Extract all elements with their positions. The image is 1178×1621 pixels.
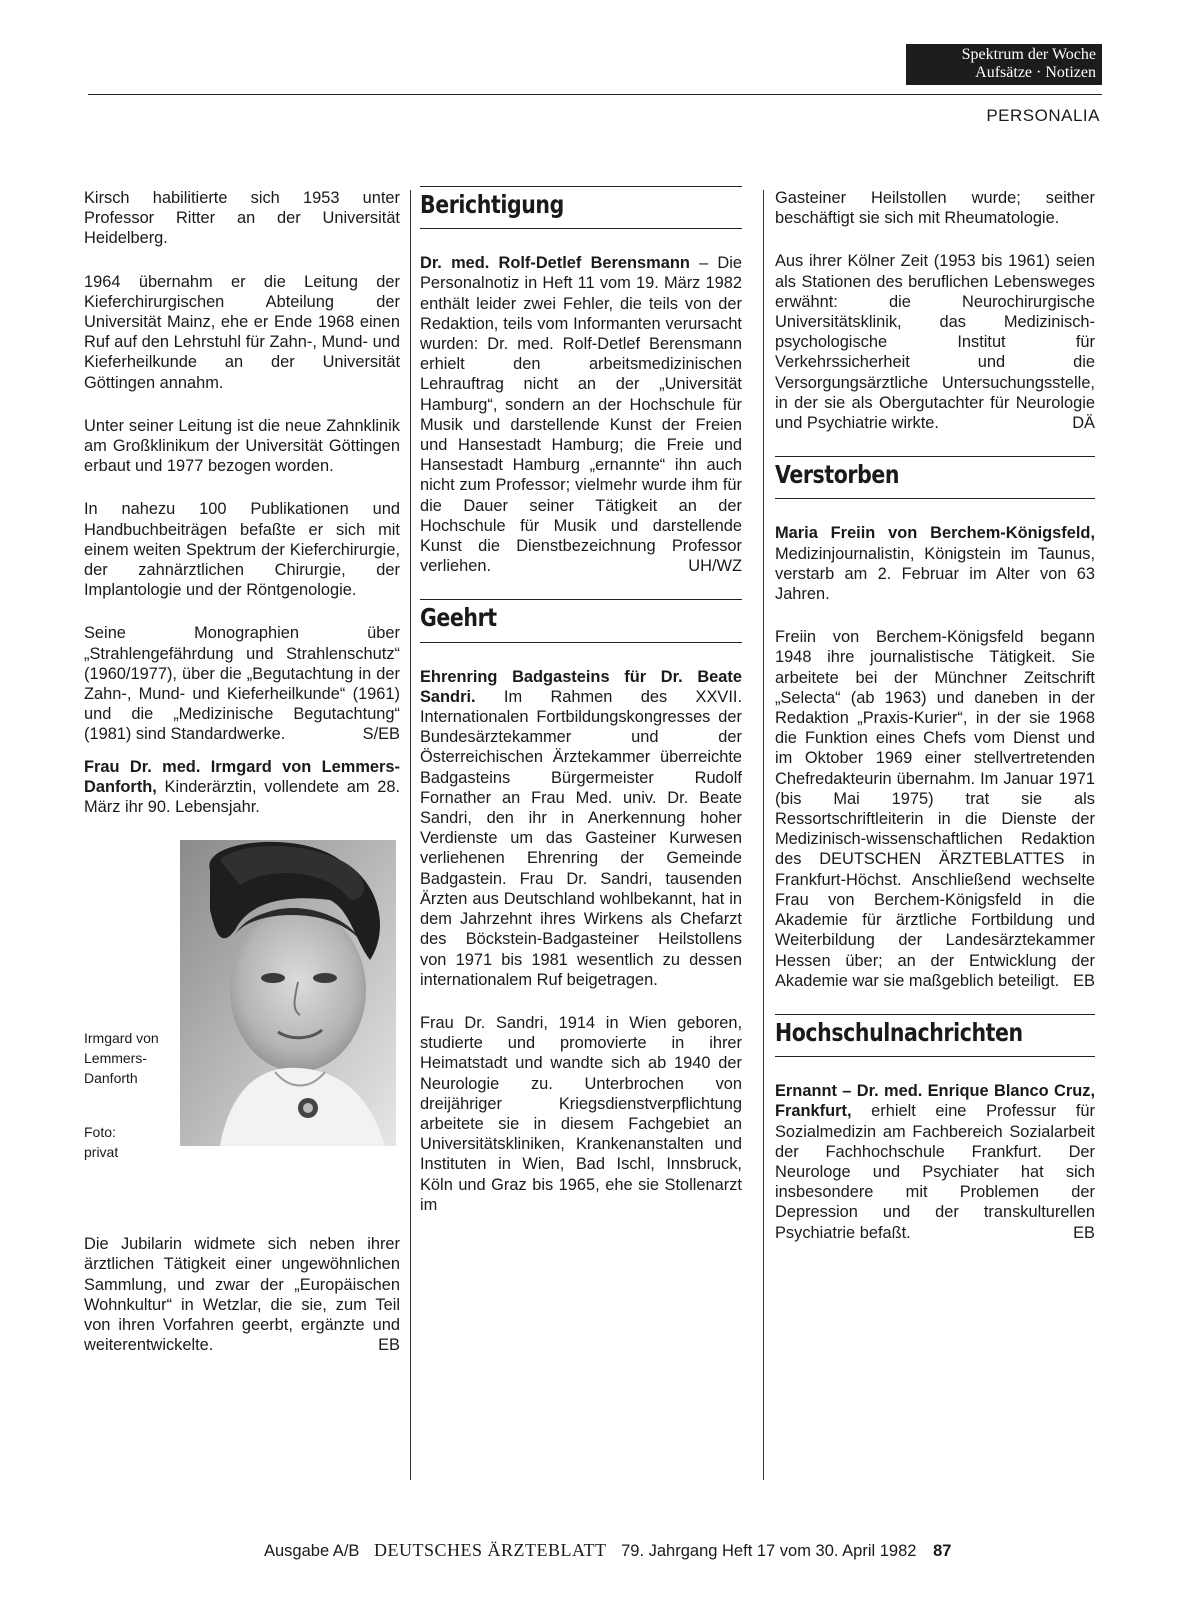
heading-geehrt: [420, 599, 742, 642]
paragraph: Frau Dr. Sandri, 1914 in Wien geboren, studierte und promovierte in ihrer Heimatstadt und wandte sich ab 1940 der Neurologie zu. Unterbrochen von dreijähriger Kriegsdienstverpflichtung arbeitete sie in diesem Fachgebiet an Universitätskliniken, Krankenanstalten und Instituten in Wien, Bad Ischl, Innsbruck, Köln und Graz bis 1965, ehe sie Stollenarzt im: [420, 1013, 742, 1214]
column-divider: [763, 190, 764, 1480]
paragraph-text: Die Jubilarin widmete sich neben ihrer ärztlichen Tätigkeit einer ungewöhnlichen Sammlung, und zwar der „Europäischen Wohnkultur“ in Wetzlar, die sie, zum Teil von ihren Vorfahren geerbt, ergänzte und weiterentwickelte.: [84, 1235, 400, 1355]
header-rule: [88, 94, 1102, 95]
notice-name: Maria Freiin von Berchem-Königsfeld,: [775, 524, 1095, 543]
author-signature: S/EB: [362, 725, 400, 744]
page-footer: [264, 1540, 951, 1561]
notice-berchem-koenigsfeld: [775, 523, 1095, 604]
photo-credit: Foto: privat: [84, 1124, 119, 1161]
author-signature: EB: [378, 1336, 400, 1355]
journal-section-line2: Aufsätze · Notizen: [975, 64, 1096, 81]
paragraph: Unter seiner Leitung ist die neue Zahnklinik am Großklinikum der Universität Göttingen erbaut und 1977 bezogen worden.: [84, 416, 400, 476]
journal-section-line1: Spektrum der Woche: [961, 46, 1096, 63]
notice-name: Dr. med. Rolf-Detlef Berensmann: [420, 254, 690, 273]
heading-text: Berichtigung: [420, 190, 564, 219]
heading-hochschulnachrichten: [775, 1014, 1095, 1057]
portrait-figure: [84, 840, 400, 1218]
paragraph: 1964 übernahm er die Leitung der Kieferchirurgischen Abteilung der Universität Mainz, ehe er Ende 1968 einen Ruf auf den Lehrstuhl für Zahn-, Mund- und Kieferheilkunde an der Universität Göttingen annahm.: [84, 272, 400, 392]
heading-text: Hochschulnachrichten: [775, 1017, 1023, 1047]
notice-name: Ernannt – Dr. med. Enrique Blanco Cruz, Frankfurt,: [775, 1082, 1095, 1121]
column-divider: [410, 190, 411, 1480]
paragraph: [775, 251, 1095, 433]
photo-caption: Irmgard von Lemmers-Danforth: [84, 1030, 159, 1087]
footer-edition: Ausgabe A/B: [264, 1542, 360, 1560]
portrait-photo: [180, 840, 396, 1146]
paragraph-text: Seine Monographien über „Strahlengefährdung und Strahlenschutz“ (1960/1977), über die „Begutachtung in der Zahn-, Mund- und Kieferheilkunde“ (1961) und die „Medizinische Begutachtung“ (1981) sind Standardwerke.: [84, 624, 400, 744]
heading-berichtigung: [420, 186, 742, 229]
page-number: 87: [933, 1542, 952, 1560]
notice-name: Frau Dr. med. Irmgard von Lemmers-Danforth,: [84, 757, 400, 796]
author-signature: DÄ: [1072, 414, 1095, 433]
paragraph: In nahezu 100 Publikationen und Handbuchbeiträgen befaßte er sich mit einem weiten Spektrum der Kieferchirurgie, der zahnärztlichen Chirurgie, der Implantologie und der Röntgenologie.: [84, 500, 400, 600]
column-3: [775, 188, 1095, 1266]
notice-text: Medizinjournalistin, Königstein im Taunus, verstarb am 2. Februar im Alter von 63 Jahren.: [775, 544, 1095, 604]
notice-lemmers-danforth: [84, 757, 400, 818]
paragraph: Kirsch habilitierte sich 1953 unter Professor Ritter an der Universität Heidelberg.: [84, 189, 400, 248]
paragraph: Gasteiner Heilstollen wurde; seither beschäftigt sie sich mit Rheumatologie.: [775, 189, 1095, 228]
column-1: [84, 188, 400, 1379]
paragraph: [775, 627, 1095, 991]
footer-issue: 79. Jahrgang Heft 17 vom 30. April 1982: [621, 1542, 917, 1560]
notice-name: Ehrenring Badgasteins für Dr. Beate Sandri.: [420, 667, 742, 706]
heading-text: Geehrt: [420, 603, 497, 633]
paragraph-text: Freiin von Berchem-Königsfeld begann 1948 ihre journalistische Tätigkeit. Sie arbeitete bei der Münchner Zeitschrift „Selecta“ (ab 1963) und daneben in der Redaktion „Praxis-Kurier“, in der sie 1968 die Funktion eines Chefs vom Dienst und im Oktober 1969 einer stellvertretenden Chefredakteurin übernahm. Im Januar 1971 (bis Mai 1975) trat sie als Ressortschriftleiterin in die Dienste der Medizinisch-wissenschaftlichen Redaktion des DEUTSCHEN ÄRZTEBLATTES in Frankfurt-Höchst. Anschließend wechselte Frau von Berchem-Königsfeld in die Akademie für ärztliche Fortbildung und Weiterbildung der Landesärztekammer Hessen über; an der Entwicklung der Akademie war sie maßgeblich beteiligt.: [775, 628, 1095, 990]
paragraph-text: Aus ihrer Kölner Zeit (1953 bis 1961) seien als Stationen des beruflichen Lebensweges erwähnt: die Neurochirurgische Universitätsklinik, das Medizinisch-psychologische Institut für Verkehrssicherheit und die Versorgungsärztliche Untersuchungsstelle, in der sie als Obergutachter für Neurologie und Psychiatrie wirkte.: [775, 252, 1095, 433]
notice-text: Im Rahmen des XXVII. Internationalen Fortbildungskongresses der Bundesärztekammer und der Österreichischen Ärztekammer überreichte Badgasteins Bürgermeister Rudolf Fornather an Frau Med. univ. Dr. Beate Sandri, den ihr in Anerkennung hoher Verdienste um das Gasteiner Kurwesen verliehenen Ehrenring der Gemeinde Badgastein. Frau Dr. Sandri, tausenden Ärzten aus Deutschland wohlbekannt, hat in dem Jahrzehnt ihres Wirkens als Chefarzt des Böckstein-Badgasteiner Heilstollens von 1971 bis 1981 wesentlich zu dessen internationalem Ruf beigetragen.: [420, 687, 742, 989]
author-signature: EB: [1073, 1223, 1095, 1242]
notice-sandri: [420, 667, 742, 990]
journal-section-box: [906, 44, 1102, 85]
notice-berensmann: [420, 253, 742, 576]
author-signature: UH/WZ: [688, 557, 742, 576]
paragraph: [84, 623, 400, 744]
heading-text: Verstorben: [775, 460, 900, 490]
notice-blanco-cruz: [775, 1081, 1095, 1243]
notice-text: erhielt eine Professur für Sozialmedizin am Fachbereich Sozialarbeit der Fachhochschule Frankfurt. Der Neurologe und Psychiater hat sich insbesondere mit Problemen der Depression und der transkulturellen Psychiatrie befaßt.: [775, 1102, 1095, 1242]
footer-masthead: DEUTSCHES ÄRZTEBLATT: [374, 1540, 607, 1560]
author-signature: EB: [1073, 971, 1095, 990]
paragraph: [84, 1234, 400, 1355]
notice-text: Kinderärztin, vollendete am 28. März ihr 90. Lebensjahr.: [84, 777, 400, 817]
section-label: PERSONALIA: [986, 106, 1100, 125]
column-2: [420, 188, 742, 1238]
notice-text: – Die Personalnotiz in Heft 11 vom 19. März 1982 enthält leider zwei Fehler, die teils von der Redaktion, teils vom Informanten verursacht wurden: Dr. med. Rolf-Detlef Berensmann erhielt den arbeitsmedizinischen Lehrauftrag nicht an der „Universität Hamburg“, sondern an der Hochschule für Musik und darstellende Kunst der Freien und Hansestadt Hamburg; die Freie und Hansestadt Hamburg „ernannte“ ihn auch nicht zum Professor; vielmehr wurde ihm für die Dauer seiner Tätigkeit an der Hochschule für Musik und darstellende Kunst die Dienstbezeichnung Professor verliehen.: [420, 254, 742, 576]
heading-verstorben: [775, 456, 1095, 499]
